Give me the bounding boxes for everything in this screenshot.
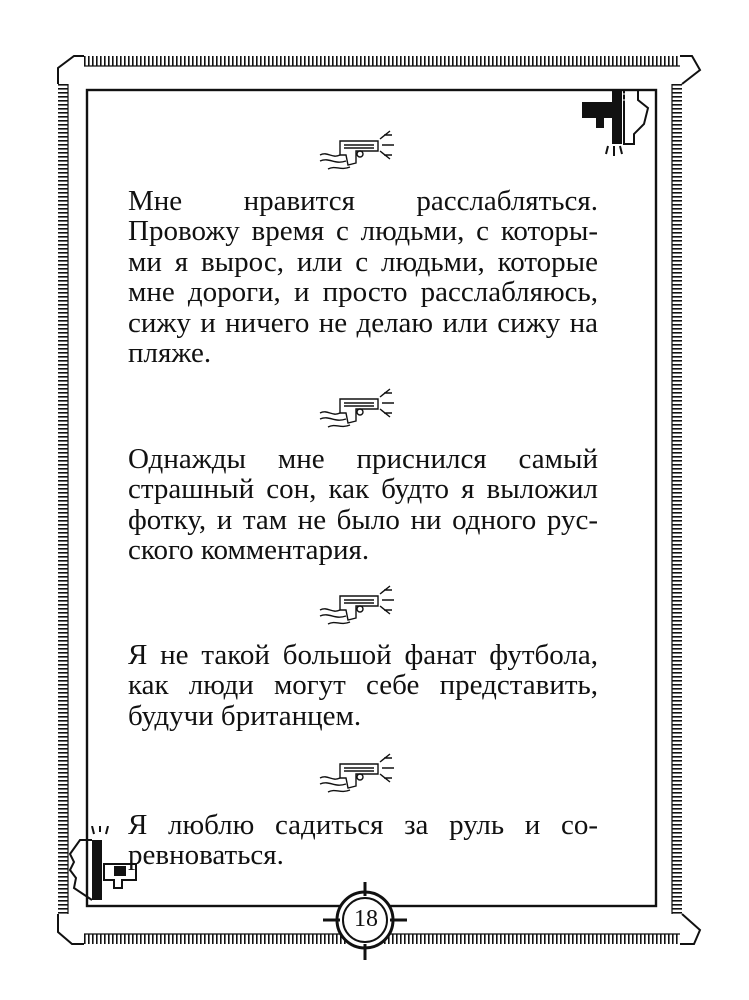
pistol-ornament-icon [318, 748, 408, 800]
quote-paragraph: Я не такой большой фанат футбола, как люди могут себе представить, будучи британцем. [128, 639, 598, 732]
quote-paragraph: Я люблю садиться за руль и соревноваться. [128, 809, 598, 872]
pistol-ornament-icon [318, 580, 408, 632]
quote-paragraph: Мне нравится расслабляться. Провожу время с людьми, с которыми я вырос, или с людьми, которые мне дороги, и просто расслабляюсь, сижу и ничего не делаю или сижу на пляже. [128, 185, 598, 370]
hand-pistol-icon [578, 84, 650, 160]
pistol-ornament-icon [318, 125, 408, 177]
pistol-ornament-icon [318, 383, 408, 435]
quote-paragraph: Однажды мне приснился самый страшный сон, как будто я выложил фотку, и там не было ни одного русского комментария. [128, 443, 598, 567]
page-number: 18 [354, 906, 378, 932]
